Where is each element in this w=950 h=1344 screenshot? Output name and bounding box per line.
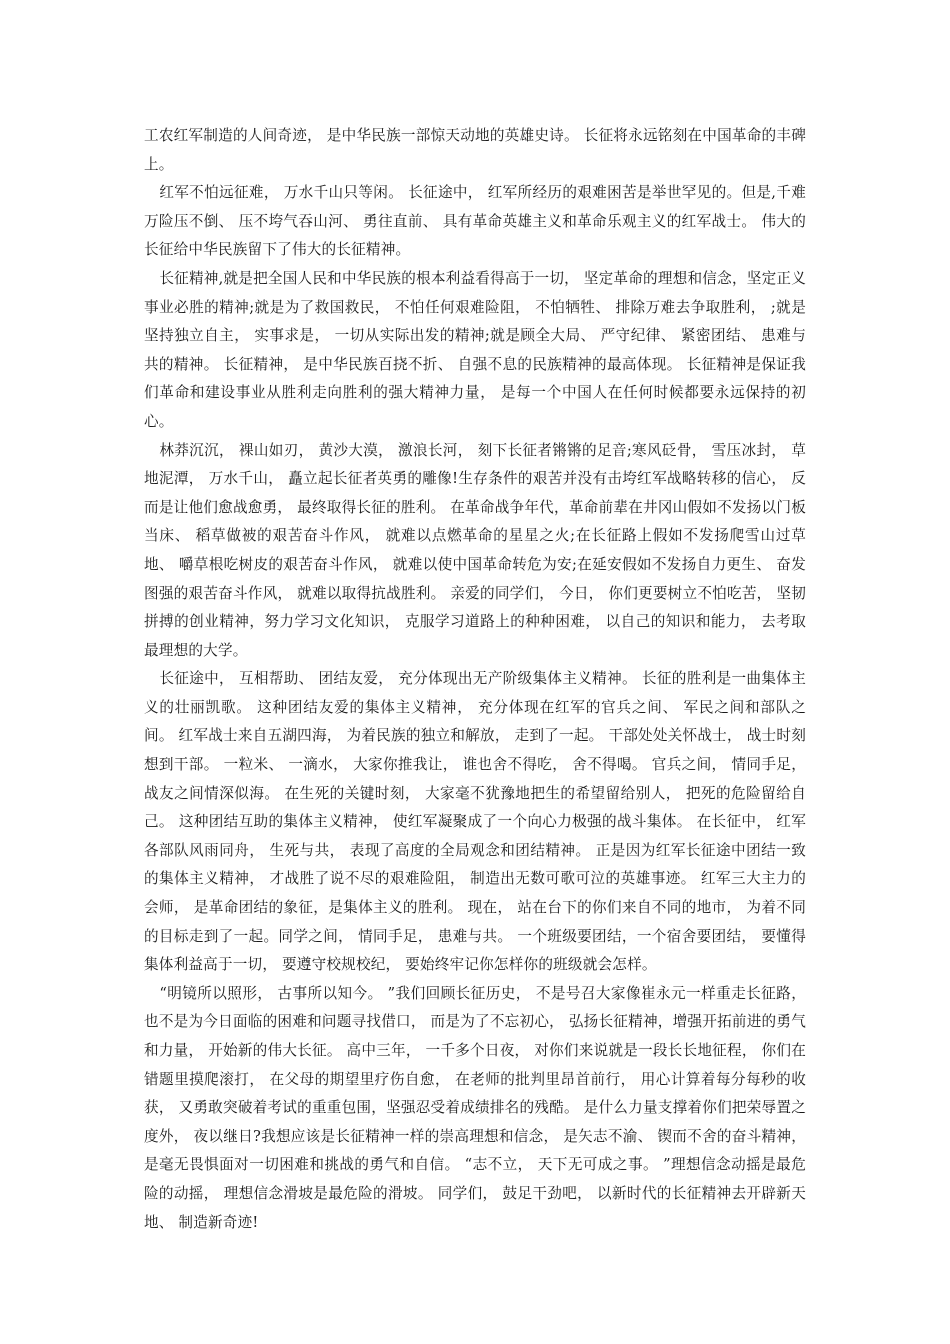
paragraph-5: 长征途中， 互相帮助、 团结友爱， 充分体现出无产阶级集体主义精神。 长征的胜利是一曲集体主义的壮丽凯歌。 这种团结友爱的集体主义精神， 充分体现在红军的官兵之间、 军民之间和部队之间。 红军战士来自五湖四海， 为着民族的独立和解放， 走到了一起。 干部处处关怀战士， 战士时刻想到干部。 一粒米、 一滴水， 大家你推我让， 谁也舍不得吃， 舍不得喝。 官兵之间， 情同手足， 战友之间情深似海。 在生死的关键时刻， 大家毫不犹豫地把生的希望留给别人， 把死的危险留给自己。 这种团结互助的集体主义精神， 使红军凝聚成了一个向心力极强的战斗集体。 在长征中， 红军各部队风雨同舟， 生死与共， 表现了高度的全局观念和团结精神。 正是因为红军长征途中团结一致的集体主义精神， 才战胜了说不尽的艰难险阻， 制造出无数可歌可泣的英雄事迹。 红军三大主力的会师， 是革命团结的象征，是集体主义的胜利。 现在， 站在台下的你们来自不同的地市， 为着不同的目标走到了一起。同学之间， 情同手足， 患难与共。 一个班级要团结，一个宿舍要团结， 要懂得集体利益高于一切， 要遵守校规校纪， 要始终牢记你怎样你的班级就会怎样。 (144, 670, 806, 974)
paragraph-1: 工农红军制造的人间奇迹， 是中华民族一部惊天动地的英雄史诗。 长征将永远铭刻在中国革命的丰碑上。 (144, 127, 806, 173)
paragraph-4: 林莽沉沉， 裸山如刃， 黄沙大漠， 激浪长河， 刻下长征者锵锵的足音;寒风砭骨， 雪压冰封， 草地泥潭， 万水千山， 矗立起长征者英勇的雕像!生存条件的艰苦并没有击垮红军战略转移的信心， 反而是让他们愈战愈勇， 最终取得长征的胜利。 在革命战争年代，革命前辈在井冈山假如不发扬以门板当床、 稻草做被的艰苦奋斗作风， 就难以点燃革命的星星之火;在长征路上假如不发扬爬雪山过草地、 嚼草根吃树皮的艰苦奋斗作风， 就难以使中国革命转危为安;在延安假如不发扬自力更生、 奋发图强的艰苦奋斗作风， 就难以取得抗战胜利。 亲爱的同学们， 今日， 你们更要树立不怕吃苦， 坚韧拼搏的创业精神，努力学习文化知识， 克服学习道路上的种种困难， 以自己的知识和能力， 去考取最理想的大学。 (144, 441, 806, 659)
paragraph-2: 红军不怕远征难， 万水千山只等闲。 长征途中， 红军所经历的艰难困苦是举世罕见的。但是,千难万险压不倒、 压不垮气吞山河、 勇往直前、 具有革命英雄主义和革命乐观主义的红军战士。 伟大的长征给中华民族留下了伟大的长征精神。 (144, 184, 806, 259)
paragraph-6: “明镜所以照形， 古事所以知今。 ”我们回顾长征历史， 不是号召大家像崔永元一样重走长征路， 也不是为今日面临的困难和问题寻找借口， 而是为了不忘初心， 弘扬长征精神，增强开拓前进的勇气和力量， 开始新的伟大长征。 高中三年， 一千多个日夜， 对你们来说就是一段长长地征程， 你们在错题里摸爬滚打， 在父母的期望里疗伤自愈， 在老师的批判里昂首前行， 用心计算着每分每秒的收获， 又勇敢突破着考试的重重包围，坚强忍受着成绩排名的残酷。 是什么力量支撑着你们把荣辱置之度外， 夜以继日?我想应该是长征精神一样的崇高理想和信念， 是矢志不渝、 锲而不舍的奋斗精神， 是毫无畏惧面对一切困难和挑战的勇气和自信。 “志不立， 天下无可成之事。 ”理想信念动摇是最危险的动摇， 理想信念滑坡是最危险的滑坡。 同学们， 鼓足干劲吧， 以新时代的长征精神去开辟新天地、 制造新奇迹! (144, 984, 806, 1231)
document-body (144, 122, 806, 1237)
paragraph-3: 长征精神,就是把全国人民和中华民族的根本利益看得高于一切， 坚定革命的理想和信念，坚定正义事业必胜的精神;就是为了救国救民， 不怕任何艰难险阻， 不怕牺牲、 排除万难去争取胜利， ;就是坚持独立自主， 实事求是， 一切从实际出发的精神;就是顾全大局、 严守纪律、 紧密团结、 患难与共的精神。 长征精神， 是中华民族百挠不折、 自强不息的民族精神的最高体现。 长征精神是保证我们革命和建设事业从胜利走向胜利的强大精神力量， 是每一个中国人在任何时候都要永远保持的初心。 (144, 269, 806, 430)
